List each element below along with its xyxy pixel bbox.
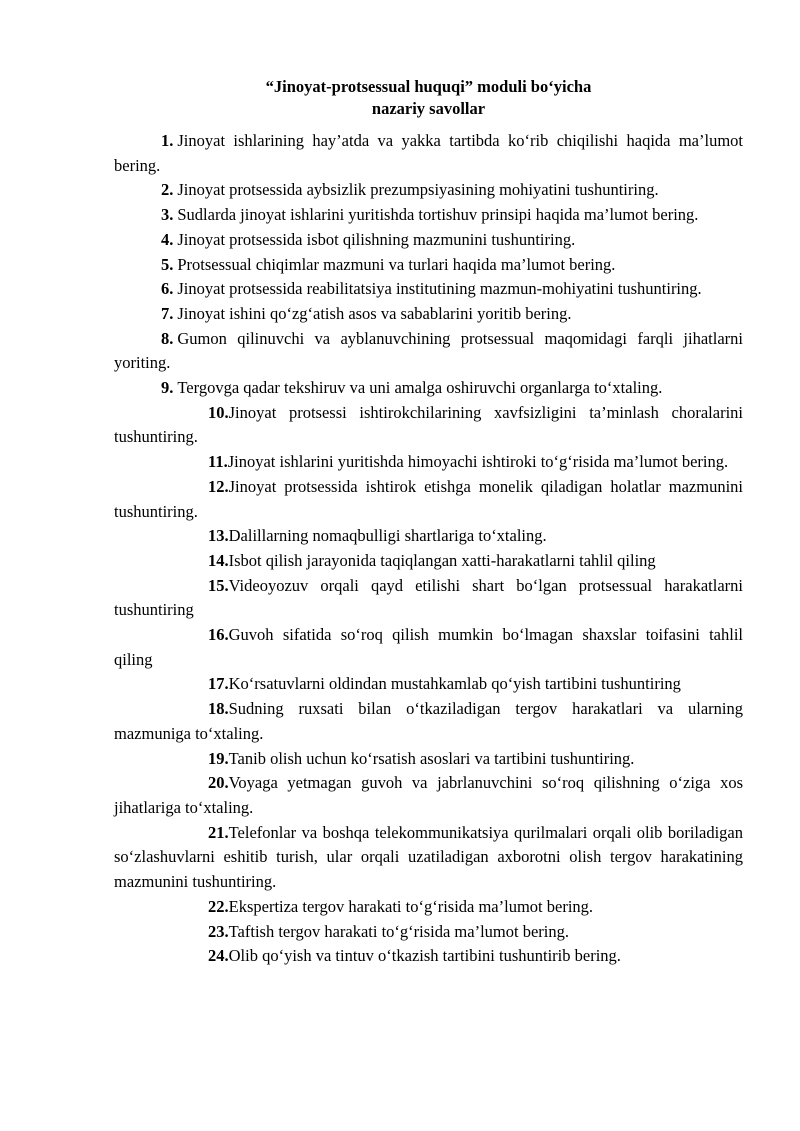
- question-text: Protsessual chiqimlar mazmuni va turlari haqida ma’lumot bering.: [177, 254, 616, 274]
- question-number: 15.: [208, 575, 229, 595]
- question-text: Ekspertiza tergov harakati to‘g‘risida ma’lumot bering.: [228, 896, 594, 916]
- question-number: 17.: [208, 674, 229, 694]
- question-item: [114, 277, 743, 302]
- question-item: [114, 203, 743, 228]
- question-item: [114, 228, 743, 253]
- question-item: [114, 302, 743, 327]
- question-text: Guvoh sifatida so‘roq qilish mumkin bo‘lmagan shaxslar toifasini tahlil qiling: [114, 625, 743, 669]
- question-number: 21.: [208, 822, 229, 842]
- question-text: Jinoyat ishini qo‘zg‘atish asos va sabablarini yoritib bering.: [177, 303, 572, 323]
- question-number: 24.: [208, 946, 229, 966]
- question-number: 18.: [208, 699, 229, 719]
- question-item: [114, 450, 743, 475]
- question-item: [114, 574, 743, 623]
- question-text: Jinoyat protsessida isbot qilishning mazmunini tushuntiring.: [177, 229, 576, 249]
- question-text: Isbot qilish jarayonida taqiqlangan xatti-harakatlarni tahlil qiling: [228, 550, 656, 570]
- question-text: Jinoyat ishlarini yuritishda himoyachi ishtiroki to‘g‘risida ma’lumot bering.: [227, 452, 729, 472]
- question-item: [114, 672, 743, 697]
- question-number: 10.: [208, 402, 229, 422]
- question-text: Videoyozuv orqali qayd etilishi shart bo‘lgan protsessual harakatlarni tushuntiring: [114, 575, 743, 620]
- question-item: [114, 920, 743, 945]
- question-number: 7.: [161, 303, 174, 323]
- question-text: Voyaga yetmagan guvoh va jabrlanuvchini so‘roq qilishning o‘ziga xos jihatlariga to‘xtaling.: [114, 773, 743, 817]
- questions-list: [114, 129, 743, 969]
- document-title-line-1: “Jinoyat-protsessual huquqi” moduli bo‘yicha: [265, 77, 592, 96]
- question-item: [114, 401, 743, 450]
- question-number: 13.: [208, 526, 229, 546]
- question-number: 5.: [161, 254, 174, 274]
- document-title-line-2: nazariy savollar: [371, 99, 486, 118]
- question-item: [114, 549, 743, 574]
- question-text: Taftish tergov harakati to‘g‘risida ma’lumot bering.: [228, 921, 569, 941]
- question-text: Tergovga qadar tekshiruv va uni amalga oshiruvchi organlarga to‘xtaling.: [177, 378, 663, 398]
- question-item: [114, 475, 743, 524]
- question-item: [114, 178, 743, 203]
- question-number: 12.: [208, 476, 229, 496]
- question-number: 19.: [208, 748, 229, 768]
- question-number: 16.: [208, 625, 229, 645]
- question-item: [114, 944, 743, 969]
- question-item: [114, 697, 743, 746]
- question-item: [114, 771, 743, 820]
- question-text: Sudning ruxsati bilan o‘tkaziladigan tergov harakatlari va ularning mazmuniga to‘xtaling.: [114, 699, 743, 743]
- question-item: [114, 895, 743, 920]
- question-text: Dalillarning nomaqbulligi shartlariga to‘xtaling.: [228, 526, 547, 546]
- question-number: 9.: [161, 378, 174, 398]
- question-number: 11.: [208, 452, 228, 472]
- question-text: Olib qo‘yish va tintuv o‘tkazish tartibini tushuntirib bering.: [228, 946, 621, 966]
- question-text: Jinoyat protsessida ishtirok etishga monelik qiladigan holatlar mazmunini tushuntiring.: [114, 476, 743, 521]
- question-item: [114, 524, 743, 549]
- document-title: [114, 76, 743, 120]
- question-number: 6.: [161, 279, 174, 299]
- question-text: Sudlarda jinoyat ishlarini yuritishda tortishuv prinsipi haqida ma’lumot bering.: [177, 205, 699, 225]
- question-text: Jinoyat ishlarining hay’atda va yakka tartibda ko‘rib chiqilishi haqida ma’lumot bering.: [114, 131, 743, 175]
- question-item: [114, 623, 743, 672]
- question-item: [114, 129, 743, 178]
- question-number: 23.: [208, 921, 229, 941]
- question-text: Tanib olish uchun ko‘rsatish asoslari va tartibini tushuntiring.: [228, 748, 635, 768]
- question-item: [114, 253, 743, 278]
- question-item: [114, 376, 743, 401]
- question-text: Jinoyat protsessida aybsizlik prezumpsiyasining mohiyatini tushuntiring.: [177, 180, 659, 200]
- question-text: Gumon qilinuvchi va ayblanuvchining protsessual maqomidagi farqli jihatlarni yoriting.: [114, 328, 743, 373]
- question-number: 3.: [161, 205, 174, 225]
- question-number: 1.: [161, 131, 174, 150]
- question-item: [114, 327, 743, 376]
- question-number: 20.: [208, 773, 229, 793]
- question-text: Jinoyat protsessi ishtirokchilarining xavfsizligini ta’minlash choralarini tushuntiring.: [114, 402, 743, 447]
- question-number: 22.: [208, 896, 229, 916]
- question-item: [114, 747, 743, 772]
- question-text: Ko‘rsatuvlarni oldindan mustahkamlab qo‘yish tartibini tushuntiring: [228, 674, 681, 694]
- question-text: Telefonlar va boshqa telekommunikatsiya qurilmalari orqali olib boriladigan so‘zlashuvlarni eshitib turish, ular orqali uzatiladigan axborotni olish tergov harakatining mazmunini tushuntiring.: [114, 822, 743, 892]
- question-number: 2.: [161, 180, 174, 200]
- question-number: 8.: [161, 328, 174, 348]
- question-text: Jinoyat protsessida reabilitatsiya institutining mazmun-mohiyatini tushuntiring.: [177, 279, 702, 299]
- question-number: 4.: [161, 229, 174, 249]
- question-item: [114, 821, 743, 895]
- question-number: 14.: [208, 550, 229, 570]
- document-page: [114, 76, 743, 969]
